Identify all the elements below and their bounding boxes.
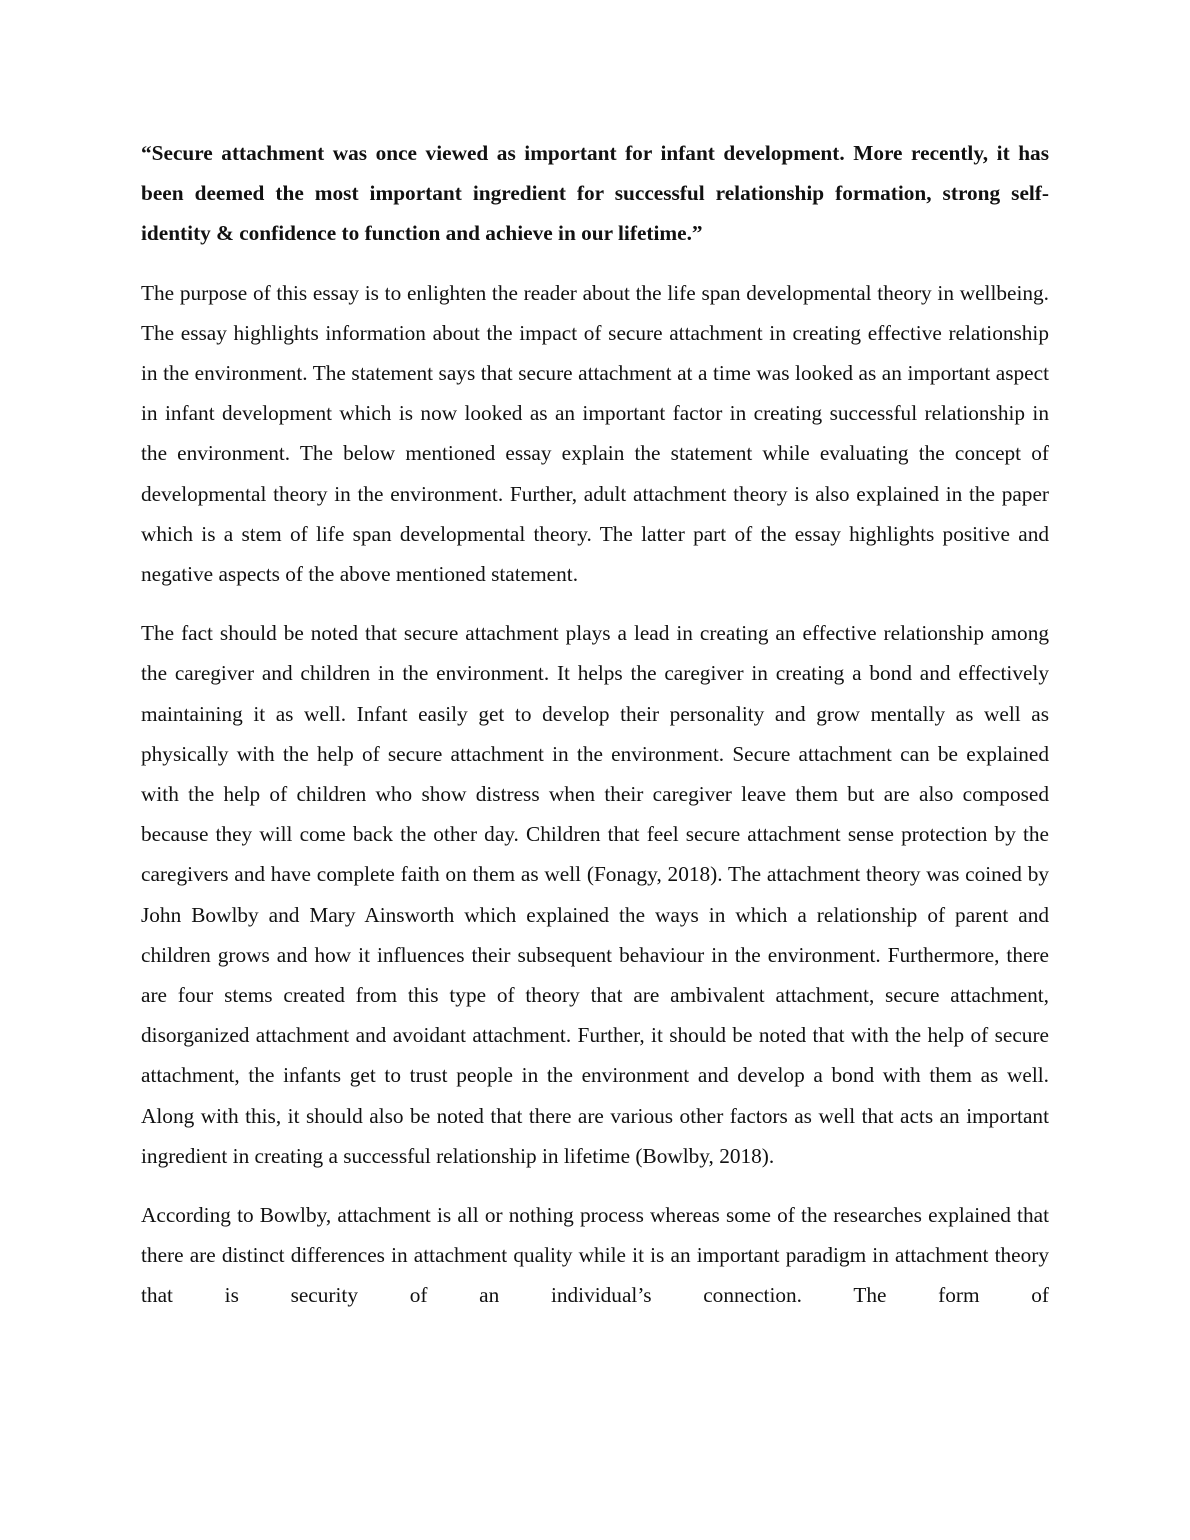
paragraph-bowlby: According to Bowlby, attachment is all or nothing process whereas some of the researches explained that there are distinct differences in attachment quality while it is an important paradigm in attachment theory that is security of an individual’s connection. The form of: [141, 1203, 1049, 1308]
paragraph-secure-attachment: The fact should be noted that secure attachment plays a lead in creating an effective relationship among the caregiver and children in the environment. It helps the caregiver in creating a bond and effectively maintaining it as well. Infant easily get to develop their personality and grow mentally as well as physically with the help of secure attachment in the environment. Secure attachment can be explained with the help of children who show distress when their caregiver leave them but are also composed because they will come back the other day. Children that feel secure attachment sense protection by the caregivers and have complete faith on them as well (Fonagy, 2018). The attachment theory was coined by John Bowlby and Mary Ainsworth which explained the ways in which a relationship of parent and children grows and how it influences their subsequent behaviour in the environment. Furthermore, there are four stems created from this type of theory that are ambivalent attachment, secure attachment, disorganized attachment and avoidant attachment. Further, it should be noted that with the help of secure attachment, the infants get to trust people in the environment and develop a bond with them as well. Along with this, it should also be noted that there are various other factors as well that acts an important ingredient in creating a successful relationship in lifetime (Bowlby, 2018).: [141, 621, 1049, 1168]
opening-quote: “Secure attachment was once viewed as important for infant development. More recently, it has been deemed the most important ingredient for successful relationship formation, strong self-identity & confidence to function and achieve in our lifetime.”: [141, 141, 1049, 246]
document-page: [141, 133, 1049, 1316]
paragraph-introduction: The purpose of this essay is to enlighten the reader about the life span developmental theory in wellbeing. The essay highlights information about the impact of secure attachment in creating effective relationship in the environment. The statement says that secure attachment at a time was looked as an important aspect in infant development which is now looked as an important factor in creating successful relationship in the environment. The below mentioned essay explain the statement while evaluating the concept of developmental theory in the environment. Further, adult attachment theory is also explained in the paper which is a stem of life span developmental theory. The latter part of the essay highlights positive and negative aspects of the above mentioned statement.: [141, 280, 1049, 587]
